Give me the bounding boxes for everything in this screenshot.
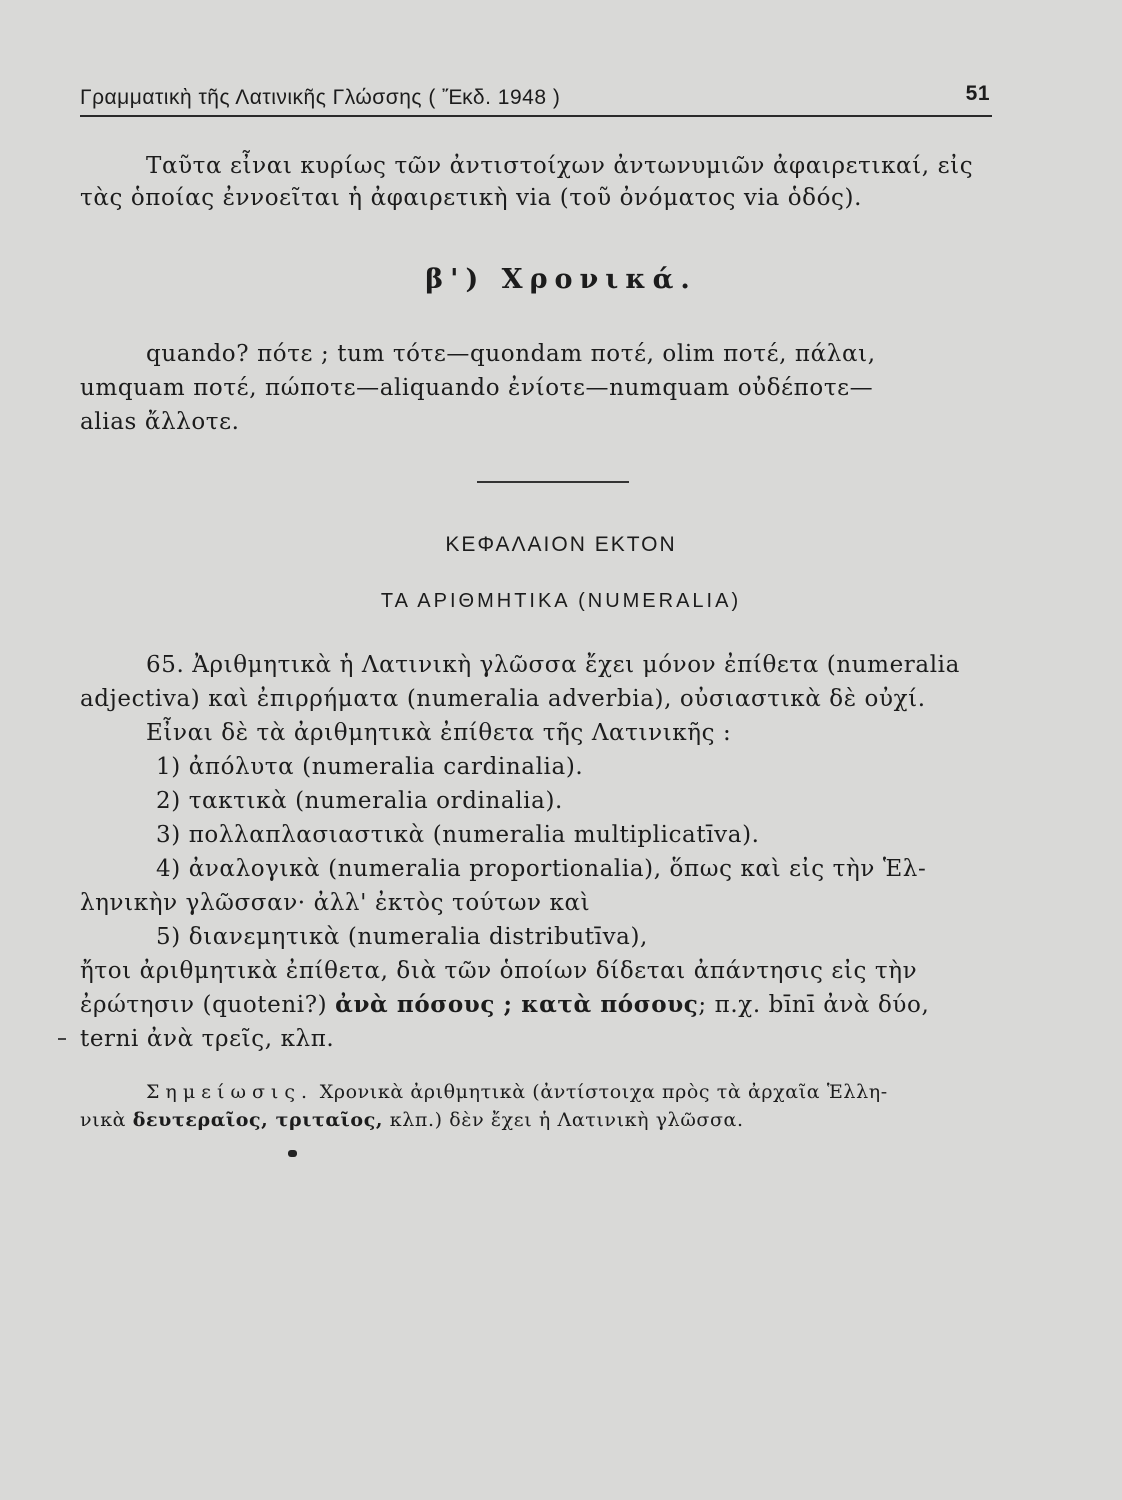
list-item: 4) ἀναλογικὰ (numeralia proportionalia), ὅπως καὶ εἰς τὴν Ἑλ- xyxy=(156,856,927,882)
intro-paragraph xyxy=(80,150,1000,214)
header-rule xyxy=(80,115,992,117)
ink-dot xyxy=(288,1150,297,1157)
text-line xyxy=(80,1106,1000,1134)
section-65 xyxy=(80,648,1000,1056)
text-run: ; π.χ. bīnī ἀνὰ δύο, xyxy=(698,992,930,1018)
page-number: 51 xyxy=(965,82,990,105)
margin-mark xyxy=(58,1038,66,1040)
text-line: ἤτοι ἀριθμητικὰ ἐπίθετα, διὰ τῶν ὁποίων δίδεται ἀπάντησις εἰς τὴν xyxy=(80,958,918,984)
text-run: νικὰ xyxy=(80,1109,127,1131)
text-line: τὰς ὁποίας ἐννοεῖται ἡ ἀφαιρετικὴ via (τοῦ ὀνόματος via ὁδός). xyxy=(80,185,863,211)
text-line: adjectiva) καὶ ἐπιρρήματα (numeralia adverbia), οὐσιαστικὰ δὲ οὐχί. xyxy=(80,686,926,712)
text-run: Χρονικὰ ἀριθμητικὰ (ἀντίστοιχα πρὸς τὰ ἀρχαῖα Ἑλλη- xyxy=(319,1081,888,1103)
running-header xyxy=(80,80,992,112)
temporal-adverbs-paragraph xyxy=(80,337,1000,439)
note xyxy=(80,1078,1000,1134)
text-run: ἐρώτησιν (quoteni?) xyxy=(80,992,328,1018)
text-line: terni ἀνὰ τρεῖς, κλπ. xyxy=(80,1026,335,1052)
bold-phrase: δευτεραῖος, τριταῖος, xyxy=(132,1109,384,1131)
list-item: 2) τακτικὰ (numeralia ordinalia). xyxy=(156,788,563,814)
text-line: ληνικὴν γλῶσσαν· ἀλλ' ἐκτὸς τούτων καὶ xyxy=(80,890,591,916)
section-heading-chronika: β') Χρονικά. xyxy=(425,264,697,295)
note-label: Σημείωσις. xyxy=(146,1081,314,1103)
text-line: Ταῦτα εἶναι κυρίως τῶν ἀντιστοίχων ἀντωνυμιῶν ἀφαιρετικαί, εἰς xyxy=(146,153,974,179)
list-item: 3) πολλαπλασιαστικὰ (numeralia multiplicatīva). xyxy=(156,822,760,848)
text-line xyxy=(80,988,1000,1022)
text-run: κλπ.) δὲν ἔχει ἡ Λατινικὴ γλῶσσα. xyxy=(389,1109,744,1131)
text-line: 65. Ἀριθμητικὰ ἡ Λατινικὴ γλῶσσα ἔχει μόνον ἐπίθετα (numeralia xyxy=(146,652,960,678)
text-line: quando? πότε ; tum τότε—quondam ποτέ, olim ποτέ, πάλαι, xyxy=(146,341,876,367)
chapter-subtitle: ΤΑ ΑΡΙΘΜΗΤΙΚΑ (NUMERALIA) xyxy=(380,590,742,612)
list-item: 1) ἀπόλυτα (numeralia cardinalia). xyxy=(156,754,584,780)
text-line xyxy=(80,1078,1000,1106)
bold-phrase: ἀνὰ πόσους ; κατὰ πόσους xyxy=(335,991,699,1018)
section-divider xyxy=(477,481,629,483)
text-line: alias ἄλλοτε. xyxy=(80,409,240,435)
running-header-title: Γραμματικὴ τῆς Λατινικῆς Γλώσσης ( Ἔκδ. 1948 ) xyxy=(80,86,561,109)
chapter-title: ΚΕΦΑΛΑΙΟΝ ΕΚΤΟΝ xyxy=(445,533,677,556)
text-line: Εἶναι δὲ τὰ ἀριθμητικὰ ἐπίθετα τῆς Λατινικῆς : xyxy=(146,720,732,746)
text-line: umquam ποτέ, πώποτε—aliquando ἐνίοτε—numquam οὐδέποτε— xyxy=(80,375,874,401)
list-item: 5) διανεμητικὰ (numeralia distributīva), xyxy=(156,924,648,950)
